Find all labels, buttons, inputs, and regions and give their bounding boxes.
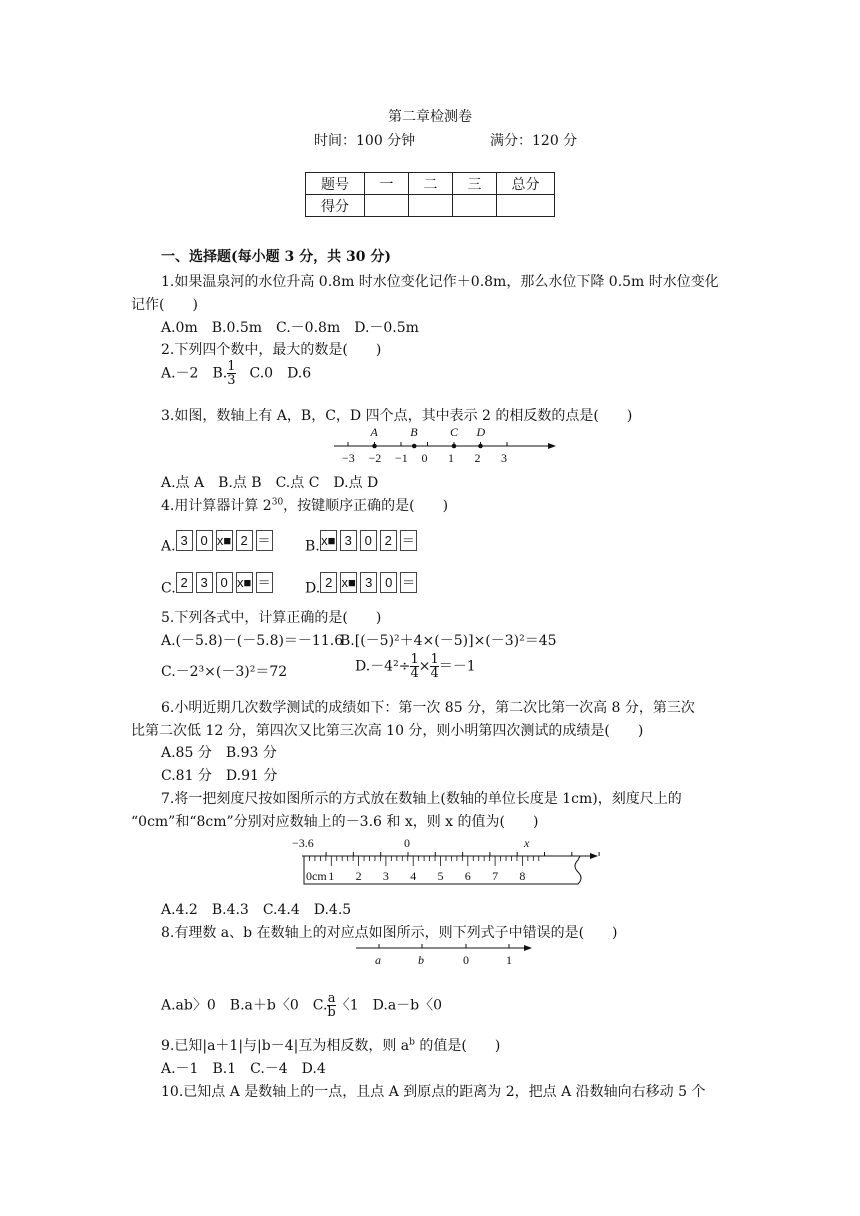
q1-stem-cont: 记作( )	[131, 297, 198, 313]
q8-label-1: 1	[506, 953, 512, 967]
q8-opt-pre: A.ab〉0 B.a＋b〈0 C.	[161, 997, 328, 1014]
q3-tick-label: −2	[368, 451, 382, 465]
option-label: D.	[305, 580, 321, 597]
calculator-key: 0	[216, 572, 233, 593]
q8-number-line	[352, 940, 536, 968]
q3-tick-label: 3	[501, 451, 507, 465]
q7-ruler-label: 5	[437, 869, 444, 883]
q6-stem: 6.小明近期几次数学测试的成绩如下：第一次 85 分，第二次比第一次高 8 分，第三次	[161, 700, 695, 716]
calculator-key: 2	[380, 530, 397, 551]
q5-opt-d-pre: D.－4²÷	[355, 658, 411, 675]
q5-opt-d	[355, 653, 476, 680]
q7-ruler-label: 7	[492, 869, 499, 883]
exam-full-score: 满分：120 分	[490, 133, 578, 149]
denominator: 3	[227, 373, 236, 388]
calculator-key: 3	[196, 572, 213, 593]
score-table-cell	[497, 195, 555, 217]
q7-ruler-label: 8	[519, 869, 526, 883]
q8-stem: 8.有理数 a、b 在数轴上的对应点如图所示，则下列式子中错误的是( )	[161, 925, 618, 941]
q4-stem-a: 4.用计算器计算 2	[161, 498, 272, 514]
q3-number-line	[330, 422, 560, 468]
q7-ruler-label: 2	[355, 869, 362, 883]
score-table-cell	[409, 195, 453, 217]
option-label: C.	[161, 580, 176, 597]
q3-tick-label: 2	[474, 451, 481, 465]
q5-stem: 5.下列各式中，计算正确的是( )	[161, 610, 382, 626]
q2-stem: 2.下列四个数中，最大的数是( )	[161, 342, 382, 358]
q7-axis-zero-label: 0	[404, 836, 410, 850]
q6-options-ab: A.85 分 B.93 分	[161, 745, 277, 761]
score-table-cell: 三	[453, 173, 497, 195]
numerator: 1	[227, 359, 236, 374]
exam-time: 时间：100 分钟	[314, 133, 416, 149]
score-table-cell: 二	[409, 173, 453, 195]
q2-options	[161, 360, 311, 387]
score-table	[305, 172, 555, 217]
score-table-cell: 题号	[306, 173, 365, 195]
q3-options: A.点 A B.点 B C.点 C D.点 D	[161, 475, 379, 491]
denominator: 4	[410, 666, 419, 681]
q8-options	[161, 992, 442, 1019]
q7-ruler-figure	[288, 834, 600, 890]
option-label: B.	[305, 538, 320, 555]
q7-stem-cont: “0cm”和“8cm”分别对应数轴上的－3.6 和 x，则 x 的值为( )	[131, 814, 539, 830]
q3-tick-label: 0	[421, 451, 428, 465]
q6-options-cd: C.81 分 D.91 分	[161, 768, 278, 784]
q4-option-c	[161, 572, 276, 597]
q1-options: A.0m B.0.5m C.－0.8m D.－0.5m	[161, 320, 419, 336]
q8-opt-post: 〈1 D.a－b〈0	[335, 997, 443, 1014]
calculator-key: ＝	[256, 530, 273, 551]
numerator: 1	[430, 652, 439, 667]
calculator-key: 3	[360, 572, 377, 593]
calculator-key: 2	[320, 572, 337, 593]
calculator-key: 2	[236, 530, 253, 551]
q5-opt-b: B.[(－5)²＋4×(－5)]×(－3)²＝45	[340, 633, 557, 649]
q4-stem-b: ，按键顺序正确的是( )	[283, 498, 449, 514]
q2-opt-a: A.－2 B.	[161, 365, 228, 382]
q5-opt-c: C.－2³×(－3)²＝72	[161, 664, 288, 680]
q3-point	[372, 444, 377, 449]
q3-point	[478, 444, 483, 449]
q6-stem-cont: 比第二次低 12 分，第四次又比第三次高 10 分，则小明第四次测试的成绩是( )	[131, 723, 644, 739]
q9-exponent: b	[409, 1037, 415, 1048]
q5-fraction-2	[430, 653, 438, 680]
calculator-key: 0	[360, 530, 377, 551]
q8-label-0: 0	[463, 953, 469, 967]
q3-point	[452, 444, 457, 449]
score-table-cell: 得分	[306, 195, 365, 217]
q5-opt-d-mid: ×	[418, 658, 431, 675]
q4-stem	[161, 495, 448, 515]
q3-tick-label: −3	[342, 451, 355, 465]
q3-point	[412, 444, 417, 449]
q7-ruler-label: 0cm	[306, 869, 327, 883]
calculator-key: ＝	[400, 530, 417, 551]
q3-stem: 3.如图，数轴上有 A，B，C，D 四个点，其中表示 2 的相反数的点是( )	[161, 408, 633, 424]
score-table-cell: 一	[365, 173, 409, 195]
denominator: 4	[430, 666, 439, 681]
section-heading: 一、选择题(每小题 3 分，共 30 分)	[161, 249, 391, 265]
q5-fraction-1	[410, 653, 418, 680]
q7-ruler-label: 3	[382, 869, 389, 883]
calculator-key: 2	[176, 572, 193, 593]
q9-stem	[161, 1035, 500, 1055]
q8-fraction	[327, 992, 335, 1019]
q7-ruler-label: 4	[410, 869, 417, 883]
q7-ruler-label: 1	[328, 869, 335, 883]
score-table-cell: 总分	[497, 173, 555, 195]
q2-fraction	[227, 360, 235, 387]
q7-stem: 7.将一把刻度尺按如图所示的方式放在数轴上(数轴的单位长度是 1cm)，刻度尺上的	[161, 791, 682, 807]
calculator-key: x■	[320, 530, 337, 551]
calculator-key: 3	[176, 530, 193, 551]
option-label: A.	[161, 538, 176, 555]
q3-point-label: B	[410, 425, 418, 439]
q9-stem-a: 9.已知|a＋1|与|b－4|互为相反数，则 a	[161, 1038, 410, 1054]
numerator: a	[327, 991, 336, 1006]
q3-point-label: C	[450, 425, 459, 439]
score-table-score-row	[306, 195, 555, 217]
q7-ruler-label: 6	[464, 869, 471, 883]
q3-point-label: D	[476, 425, 486, 439]
q3-tick-label: −1	[395, 451, 408, 465]
q7-axis-x-label: x	[524, 836, 530, 850]
q4-option-a	[161, 530, 276, 555]
numerator: 1	[410, 652, 419, 667]
q9-options: A.－1 B.1 C.－4 D.4	[161, 1061, 326, 1077]
calculator-key: 0	[196, 530, 213, 551]
q7-axis-left-label: −3.6	[292, 836, 314, 850]
q9-stem-b: 的值是( )	[414, 1038, 501, 1054]
q5-opt-d-post: ＝－1	[438, 658, 476, 675]
q4-exponent: 30	[271, 497, 284, 508]
score-table-cell	[365, 195, 409, 217]
calculator-key: 3	[340, 530, 357, 551]
calculator-key: x■	[340, 572, 357, 593]
calculator-key: x■	[216, 530, 233, 551]
q1-stem: 1.如果温泉河的水位升高 0.8m 时水位变化记作＋0.8m，那么水位下降 0.5m 时水位变化	[161, 274, 719, 290]
q4-option-d	[305, 572, 420, 597]
page-title: 第二章检测卷	[388, 109, 472, 125]
q10-stem: 10.已知点 A 是数轴上的一点，且点 A 到原点的距离为 2，把点 A 沿数轴向右移动 5 个	[161, 1084, 706, 1100]
denominator: b	[327, 1005, 336, 1020]
q2-opt-rest: C.0 D.6	[235, 365, 312, 382]
calculator-key: ＝	[400, 572, 417, 593]
q5-opt-a: A.(－5.8)－(－5.8)＝－11.6	[161, 633, 344, 649]
q7-options: A.4.2 B.4.3 C.4.4 D.4.5	[161, 902, 352, 918]
score-table-header-row	[306, 173, 555, 195]
calculator-key: 0	[380, 572, 397, 593]
calculator-key: x■	[236, 572, 253, 593]
q3-point-label: A	[370, 425, 378, 439]
q3-tick-label: 1	[448, 451, 454, 465]
q8-label-a: a	[375, 953, 381, 967]
calculator-key: ＝	[256, 572, 273, 593]
q4-option-b	[305, 530, 420, 555]
score-table-cell	[453, 195, 497, 217]
q8-label-b: b	[418, 953, 424, 967]
